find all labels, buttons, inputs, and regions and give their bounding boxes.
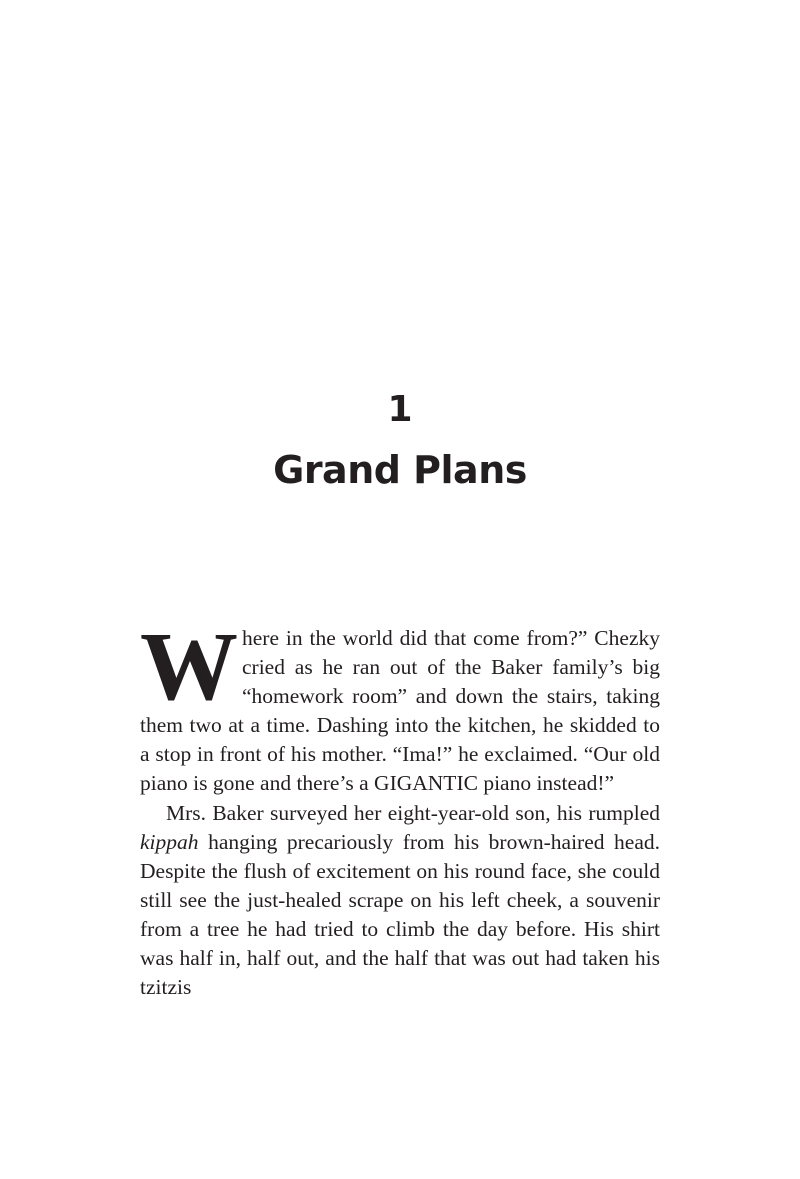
- paragraph-2-text-start: Mrs. Baker surveyed her eight-year-old son, his rumpled: [166, 800, 660, 825]
- paragraph-1-text: here in the world did that come from?” Chezky cried as he ran out of the Baker family’s big “homework room” and down the stairs, taking them two at a time. Dashing into the kitchen, he skidded to a stop in front of his mother. “Ima!” he exclaimed. “Our old piano is gone and there’s a GIGANTIC piano instead!”: [140, 626, 660, 796]
- paragraph-2: [140, 799, 660, 1003]
- paragraph-2-text-end: hanging precariously from his brown-haired head. Despite the flush of excitement on his round face, she could still see the just-healed scrape on his left cheek, a souvenir from a tree he had tried to climb the day before. His shirt was half in, half out, and the half that was out had taken his tzitzis: [140, 829, 660, 1000]
- italic-word: kippah: [140, 829, 199, 854]
- chapter-number: 1: [387, 389, 413, 430]
- drop-cap: W: [140, 613, 238, 721]
- chapter-title: Grand Plans: [273, 448, 527, 492]
- paragraph-1: [140, 613, 660, 799]
- chapter-body: [140, 613, 660, 1002]
